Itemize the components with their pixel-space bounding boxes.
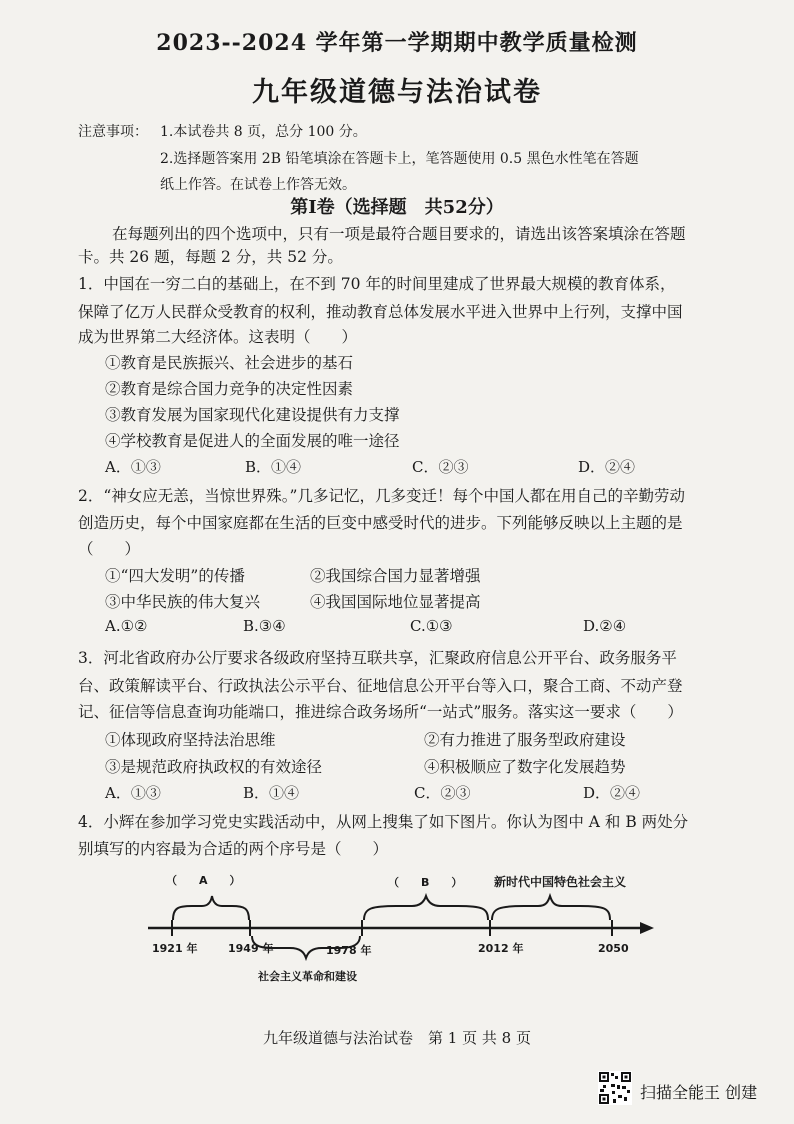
year-1978: 1978 年 (326, 944, 372, 957)
q3-statement-4: ④积极顺应了数字化发展趋势 (424, 758, 626, 776)
q2-stem-line-2: 创造历史，每个中国家庭都在生活的巨变中感受时代的进步。下列能够反映以上主题的是 (78, 514, 683, 532)
notes-line-1: 1.本试卷共 8 页，总分 100 分。 (160, 124, 367, 140)
q2-option-b: B.③④ (243, 617, 286, 635)
q1-option-b: B．①④ (245, 458, 302, 476)
q2-stem-line-3: （ ） (78, 540, 141, 558)
q1-statement-4: ④学校教育是促进人的全面发展的唯一途径 (105, 432, 400, 450)
history-timeline-figure (140, 862, 660, 992)
q3-stem-line-2: 台、政策解读平台、行政执法公示平台、征地信息公开平台等入口，聚合工商、不动产登 (78, 677, 683, 695)
label-a: （ A ） (166, 874, 241, 887)
q2-statement-3: ③中华民族的伟大复兴 (105, 593, 261, 611)
q3-option-d: D．②④ (583, 784, 641, 802)
scanner-watermark: 扫描全能王 创建 (640, 1083, 758, 1102)
exam-term-title: 2023--2024 学年第一学期期中教学质量检测 (156, 30, 638, 56)
q2-statement-2: ②我国综合国力显著增强 (310, 567, 481, 585)
year-2012: 2012 年 (478, 942, 524, 955)
year-1949: 1949 年 (228, 942, 274, 955)
brace-b (364, 896, 488, 920)
q4-stem-line-1: 4．小辉在参加学习党史实践活动中，从网上搜集了如下图片。你认为图中 A 和 B 两处分 (78, 813, 689, 831)
label-socialist-construction: 社会主义革命和建设 (258, 970, 357, 983)
q3-option-a: A．①③ (105, 784, 161, 802)
exam-subject-title: 九年级道德与法治试卷 (252, 77, 542, 108)
q1-statement-3: ③教育发展为国家现代化建设提供有力支撑 (105, 406, 400, 424)
notes-label: 注意事项： (78, 124, 148, 140)
q1-option-c: C．②③ (412, 458, 469, 476)
q4-stem-line-2: 别填写的内容最为合适的两个序号是（ ） (78, 840, 389, 858)
q3-stem-line-3: 记、征信等信息查询功能端口，推进综合政务场所“一站式”服务。落实这一要求（ ） (78, 703, 683, 721)
label-b: （ B ） (388, 876, 463, 889)
notes-line-2: 2.选择题答案用 2B 铅笔填涂在答题卡上，笔答题使用 0.5 黑色水性笔在答题 (160, 151, 639, 167)
timeline-arrow (640, 922, 654, 934)
q2-option-a: A.①② (105, 617, 148, 635)
q1-stem-line-3: 成为世界第二大经济体。这表明（ ） (78, 328, 358, 346)
brace-a (173, 896, 249, 920)
q1-option-a: A．①③ (105, 458, 161, 476)
q2-option-d: D.②④ (583, 617, 627, 635)
q3-stem-line-1: 3．河北省政府办公厅要求各级政府坚持互联共享，汇聚政府信息公开平台、政务服务平 (78, 649, 677, 667)
q1-statement-2: ②教育是综合国力竞争的决定性因素 (105, 380, 354, 398)
q2-stem-line-1: 2．“神女应无恙，当惊世界殊。”几多记忆，几多变迁！每个中国人都在用自己的辛勤劳动 (78, 487, 685, 505)
q2-statement-4: ④我国国际地位显著提高 (310, 593, 481, 611)
section-intro-2: 卡。共 26 题，每题 2 分，共 52 分。 (78, 248, 343, 266)
q3-statement-2: ②有力推进了服务型政府建设 (424, 731, 626, 749)
q3-option-b: B．①④ (243, 784, 300, 802)
page-footer: 九年级道德与法治试卷 第 1 页 共 8 页 (263, 1029, 531, 1047)
year-1921: 1921 年 (152, 942, 198, 955)
q2-statement-1: ①“四大发明”的传播 (105, 567, 245, 585)
q3-option-c: C．②③ (414, 784, 471, 802)
qr-code-icon (598, 1071, 632, 1105)
year-2050: 2050 (598, 942, 629, 955)
q1-statement-1: ①教育是民族振兴、社会进步的基石 (105, 354, 354, 372)
label-new-era: 新时代中国特色社会主义 (494, 875, 627, 889)
q1-option-d: D．②④ (578, 458, 636, 476)
q1-stem-line-1: 1．中国在一穷二白的基础上，在不到 70 年的时间里建成了世界最大规模的教育体系， (78, 275, 676, 293)
q1-stem-line-2: 保障了亿万人民群众受教育的权利，推动教育总体发展水平进入世界中上行列，支撑中国 (78, 303, 683, 321)
q2-option-c: C.①③ (410, 617, 453, 635)
q3-statement-1: ①体现政府坚持法治思维 (105, 731, 276, 749)
brace-new-era (492, 896, 610, 920)
q3-statement-3: ③是规范政府执政权的有效途径 (105, 758, 323, 776)
section-title: 第Ⅰ卷（选择题 共52分） (290, 197, 504, 218)
notes-line-3: 纸上作答。在试卷上作答无效。 (160, 177, 356, 193)
section-intro-1: 在每题列出的四个选项中，只有一项是最符合题目要求的，请选出该答案填涂在答题 (112, 225, 686, 243)
